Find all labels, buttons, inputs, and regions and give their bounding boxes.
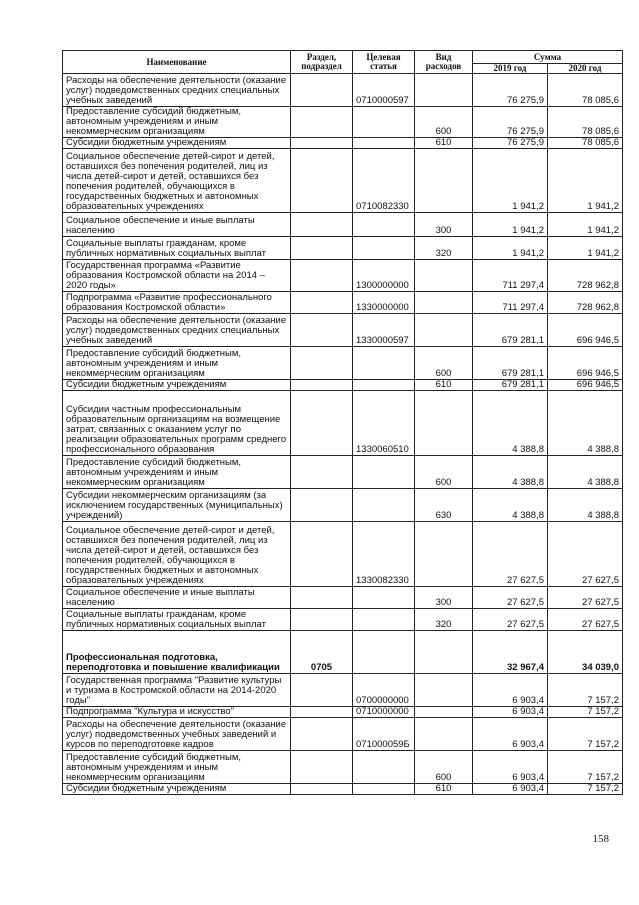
table-row bbox=[63, 489, 623, 522]
cell-target bbox=[353, 380, 415, 391]
budget-table bbox=[62, 50, 623, 795]
cell-type: 610 bbox=[415, 784, 473, 795]
cell-sum-2019: 6 903,4 bbox=[473, 674, 548, 707]
cell-name: Подпрограмма «Развитие профессионального образования Костромской области» bbox=[63, 292, 291, 314]
table-row bbox=[63, 213, 623, 237]
cell-sum-2019: 6 903,4 bbox=[473, 718, 548, 751]
cell-target: 1330000000 bbox=[353, 292, 415, 314]
table-row bbox=[63, 380, 623, 391]
cell-sum-2020: 4 388,8 bbox=[548, 456, 623, 489]
cell-target bbox=[353, 138, 415, 149]
cell-sum-2019: 76 275,9 bbox=[473, 107, 548, 138]
cell-name: Предоставление субсидий бюджетным, автономным учреждениям и иным некоммерческим организациям bbox=[63, 456, 291, 489]
cell-sum-2020: 27 627,5 bbox=[548, 522, 623, 587]
cell-type: 300 bbox=[415, 587, 473, 609]
table-row bbox=[63, 609, 623, 631]
cell-sum-2020: 7 157,2 bbox=[548, 784, 623, 795]
cell-section bbox=[291, 707, 353, 718]
table-row bbox=[63, 784, 623, 795]
cell-section bbox=[291, 347, 353, 380]
cell-sum-2020: 7 157,2 bbox=[548, 674, 623, 707]
cell-type: 320 bbox=[415, 609, 473, 631]
cell-section bbox=[291, 314, 353, 347]
table-row bbox=[63, 107, 623, 138]
cell-name: Предоставление субсидий бюджетным, автономным учреждениям и иным некоммерческим организациям bbox=[63, 751, 291, 784]
cell-section bbox=[291, 718, 353, 751]
cell-type: 320 bbox=[415, 237, 473, 260]
cell-type bbox=[415, 522, 473, 587]
cell-target: 1300000000 bbox=[353, 260, 415, 292]
cell-sum-2020: 78 085,6 bbox=[548, 107, 623, 138]
cell-sum-2019: 679 281,1 bbox=[473, 347, 548, 380]
cell-sum-2020: 696 946,5 bbox=[548, 314, 623, 347]
cell-type bbox=[415, 149, 473, 213]
page-number: 158 bbox=[592, 833, 609, 845]
cell-sum-2020: 34 039,0 bbox=[548, 631, 623, 674]
cell-name: Субсидии бюджетным учреждениям bbox=[63, 380, 291, 391]
cell-sum-2019: 711 297,4 bbox=[473, 292, 548, 314]
cell-section bbox=[291, 522, 353, 587]
header-section: Раздел, подраздел bbox=[291, 51, 353, 74]
table-row bbox=[63, 718, 623, 751]
cell-name: Субсидии частным профессиональным образовательным организациям на возмещение затрат, связанных с оказанием услуг по реализации образовательных программ среднего профессионального образования bbox=[63, 391, 291, 456]
table-row bbox=[63, 631, 623, 674]
cell-type bbox=[415, 391, 473, 456]
table-row bbox=[63, 314, 623, 347]
cell-target bbox=[353, 609, 415, 631]
cell-section bbox=[291, 237, 353, 260]
cell-target bbox=[353, 213, 415, 237]
header-name: Наименование bbox=[63, 51, 291, 74]
cell-sum-2020: 1 941,2 bbox=[548, 237, 623, 260]
cell-sum-2020: 1 941,2 bbox=[548, 213, 623, 237]
cell-sum-2020: 696 946,5 bbox=[548, 380, 623, 391]
cell-name: Подпрограмма "Культура и искусство" bbox=[63, 707, 291, 718]
cell-sum-2019: 679 281,1 bbox=[473, 380, 548, 391]
cell-type: 600 bbox=[415, 751, 473, 784]
cell-sum-2020: 27 627,5 bbox=[548, 587, 623, 609]
cell-type bbox=[415, 718, 473, 751]
cell-target: 0710000597 bbox=[353, 74, 415, 107]
cell-section bbox=[291, 489, 353, 522]
cell-section bbox=[291, 213, 353, 237]
cell-target: 0700000000 bbox=[353, 674, 415, 707]
cell-sum-2019: 6 903,4 bbox=[473, 784, 548, 795]
cell-section bbox=[291, 751, 353, 784]
cell-sum-2019: 27 627,5 bbox=[473, 587, 548, 609]
cell-section bbox=[291, 138, 353, 149]
cell-name: Государственная программа "Развитие культуры и туризма в Костромской области на 2014-2020 годы" bbox=[63, 674, 291, 707]
cell-sum-2019: 1 941,2 bbox=[473, 213, 548, 237]
cell-target bbox=[353, 107, 415, 138]
cell-section bbox=[291, 587, 353, 609]
cell-sum-2020: 78 085,6 bbox=[548, 138, 623, 149]
cell-type bbox=[415, 260, 473, 292]
cell-target bbox=[353, 631, 415, 674]
cell-section bbox=[291, 74, 353, 107]
cell-sum-2019: 6 903,4 bbox=[473, 707, 548, 718]
header-sum: Сумма bbox=[473, 51, 623, 64]
table-body bbox=[63, 74, 623, 795]
table-row bbox=[63, 751, 623, 784]
cell-target bbox=[353, 456, 415, 489]
cell-section: 0705 bbox=[291, 631, 353, 674]
cell-section bbox=[291, 391, 353, 456]
cell-target bbox=[353, 347, 415, 380]
cell-sum-2019: 4 388,8 bbox=[473, 391, 548, 456]
cell-target bbox=[353, 237, 415, 260]
header-year-2019: 2019 год bbox=[473, 64, 548, 74]
cell-section bbox=[291, 292, 353, 314]
cell-sum-2020: 7 157,2 bbox=[548, 751, 623, 784]
cell-section bbox=[291, 260, 353, 292]
cell-name: Субсидии некоммерческим организациям (за исключением государственных (муниципальных) учреждений) bbox=[63, 489, 291, 522]
cell-sum-2020: 728 962,8 bbox=[548, 260, 623, 292]
table-row bbox=[63, 237, 623, 260]
cell-type: 600 bbox=[415, 347, 473, 380]
cell-name: Расходы на обеспечение деятельности (оказание услуг) подведомственных средних специальных учебных заведений bbox=[63, 74, 291, 107]
cell-name: Расходы на обеспечение деятельности (оказание услуг) подведомственных учебных заведений и курсов по переподготовке кадров bbox=[63, 718, 291, 751]
cell-sum-2019: 6 903,4 bbox=[473, 751, 548, 784]
cell-name: Социальное обеспечение детей-сирот и детей, оставшихся без попечения родителей, лиц из числа детей-сирот и детей, оставшихся без попечения родителей, обучающихся в государственных бюджетных и автономных образовательных учреждениях bbox=[63, 522, 291, 587]
cell-target: 0710082330 bbox=[353, 149, 415, 213]
cell-sum-2020: 7 157,2 bbox=[548, 718, 623, 751]
cell-sum-2020: 728 962,8 bbox=[548, 292, 623, 314]
table-row bbox=[63, 347, 623, 380]
cell-type bbox=[415, 707, 473, 718]
table-row bbox=[63, 522, 623, 587]
cell-name: Социальное обеспечение детей-сирот и детей, оставшихся без попечения родителей, лиц из числа детей-сирот и детей, оставшихся без попечения родителей, обучающихся в государственных бюджетных и автономных образовательных учреждениях bbox=[63, 149, 291, 213]
table-row bbox=[63, 456, 623, 489]
cell-sum-2019: 711 297,4 bbox=[473, 260, 548, 292]
cell-section bbox=[291, 674, 353, 707]
cell-section bbox=[291, 380, 353, 391]
cell-sum-2020: 1 941,2 bbox=[548, 149, 623, 213]
cell-sum-2019: 679 281,1 bbox=[473, 314, 548, 347]
cell-type: 610 bbox=[415, 138, 473, 149]
cell-type: 610 bbox=[415, 380, 473, 391]
header-year-2020: 2020 год bbox=[548, 64, 623, 74]
cell-name: Социальные выплаты гражданам, кроме публичных нормативных социальных выплат bbox=[63, 609, 291, 631]
cell-type bbox=[415, 74, 473, 107]
cell-sum-2020: 4 388,8 bbox=[548, 489, 623, 522]
table-row bbox=[63, 149, 623, 213]
cell-sum-2020: 27 627,5 bbox=[548, 609, 623, 631]
table-row bbox=[63, 138, 623, 149]
cell-name: Субсидии бюджетным учреждениям bbox=[63, 784, 291, 795]
cell-section bbox=[291, 784, 353, 795]
cell-section bbox=[291, 107, 353, 138]
header-target: Целевая статья bbox=[353, 51, 415, 74]
cell-target bbox=[353, 489, 415, 522]
cell-type: 300 bbox=[415, 213, 473, 237]
cell-sum-2020: 4 388,8 bbox=[548, 391, 623, 456]
cell-name: Социальное обеспечение и иные выплаты населению bbox=[63, 587, 291, 609]
cell-target: 1330082330 bbox=[353, 522, 415, 587]
cell-sum-2019: 1 941,2 bbox=[473, 149, 548, 213]
cell-type bbox=[415, 631, 473, 674]
table-row bbox=[63, 74, 623, 107]
cell-section bbox=[291, 456, 353, 489]
cell-name: Предоставление субсидий бюджетным, автономным учреждениям и иным некоммерческим организациям bbox=[63, 107, 291, 138]
cell-type: 600 bbox=[415, 456, 473, 489]
cell-section bbox=[291, 609, 353, 631]
cell-target bbox=[353, 751, 415, 784]
cell-name: Предоставление субсидий бюджетным, автономным учреждениям и иным некоммерческим организациям bbox=[63, 347, 291, 380]
cell-sum-2020: 7 157,2 bbox=[548, 707, 623, 718]
cell-sum-2019: 32 967,4 bbox=[473, 631, 548, 674]
cell-sum-2019: 27 627,5 bbox=[473, 522, 548, 587]
header-type: Вид расходов bbox=[415, 51, 473, 74]
cell-target bbox=[353, 784, 415, 795]
cell-type bbox=[415, 292, 473, 314]
cell-type: 600 bbox=[415, 107, 473, 138]
cell-name: Социальное обеспечение и иные выплаты населению bbox=[63, 213, 291, 237]
cell-sum-2020: 696 946,5 bbox=[548, 347, 623, 380]
cell-name: Государственная программа «Развитие образования Костромской области на 2014 – 2020 годы» bbox=[63, 260, 291, 292]
cell-name: Социальные выплаты гражданам, кроме публичных нормативных социальных выплат bbox=[63, 237, 291, 260]
table-row bbox=[63, 587, 623, 609]
cell-sum-2019: 1 941,2 bbox=[473, 237, 548, 260]
cell-sum-2019: 4 388,8 bbox=[473, 456, 548, 489]
cell-name: Профессиональная подготовка, переподготовка и повышение квалификации bbox=[63, 631, 291, 674]
cell-type: 630 bbox=[415, 489, 473, 522]
cell-sum-2019: 76 275,9 bbox=[473, 138, 548, 149]
cell-target: 0710000000 bbox=[353, 707, 415, 718]
budget-table-container bbox=[62, 50, 622, 795]
cell-type bbox=[415, 314, 473, 347]
cell-target: 071000059Б bbox=[353, 718, 415, 751]
table-row bbox=[63, 260, 623, 292]
table-row bbox=[63, 674, 623, 707]
cell-sum-2019: 4 388,8 bbox=[473, 489, 548, 522]
table-row bbox=[63, 707, 623, 718]
cell-target bbox=[353, 587, 415, 609]
cell-sum-2019: 27 627,5 bbox=[473, 609, 548, 631]
table-row bbox=[63, 391, 623, 456]
cell-sum-2020: 78 085,6 bbox=[548, 74, 623, 107]
table-row bbox=[63, 292, 623, 314]
cell-section bbox=[291, 149, 353, 213]
cell-name: Субсидии бюджетным учреждениям bbox=[63, 138, 291, 149]
cell-target: 1330060510 bbox=[353, 391, 415, 456]
cell-type bbox=[415, 674, 473, 707]
cell-sum-2019: 76 275,9 bbox=[473, 74, 548, 107]
cell-target: 1330000597 bbox=[353, 314, 415, 347]
cell-name: Расходы на обеспечение деятельности (оказание услуг) подведомственных средних специальных учебных заведений bbox=[63, 314, 291, 347]
